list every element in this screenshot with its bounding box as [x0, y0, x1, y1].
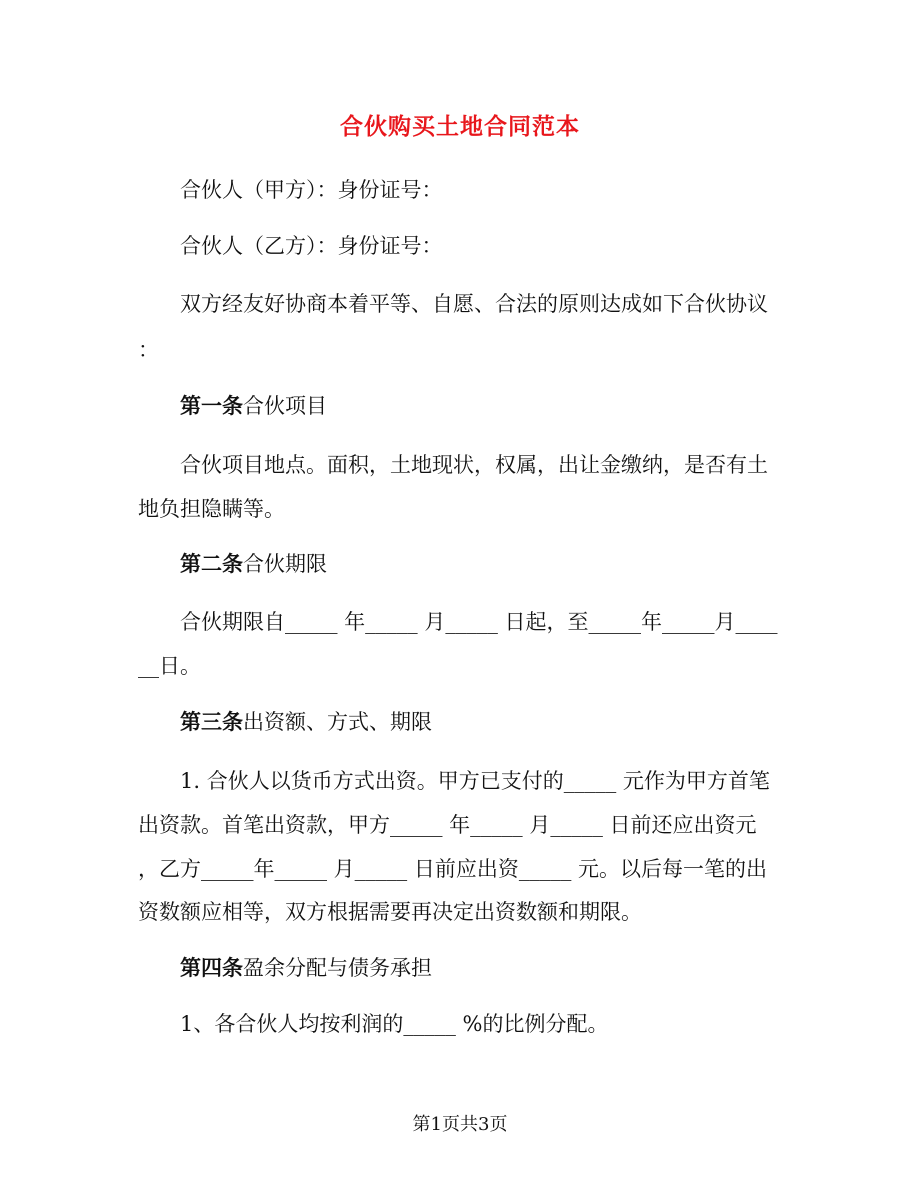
article-4-number: 第四条 — [180, 955, 243, 980]
article-3-line-1: 1. 合伙人以货币方式出资。甲方已支付的_____ 元作为甲方首笔 — [180, 769, 770, 793]
article-4-title: 盈余分配与债务承担 — [243, 956, 432, 980]
article-4-line-1: 1、各合伙人均按利润的_____ %的比例分配。 — [180, 1012, 609, 1036]
article-3-heading — [180, 707, 432, 737]
article-4-heading — [180, 953, 432, 983]
article-2-heading — [180, 549, 327, 579]
page-number: 第1页共3页 — [412, 1114, 508, 1135]
article-1-line-2: 地负担隐瞒等。 — [138, 497, 285, 521]
article-3-line-4: 资数额应相等，双方根据需要再决定出资数额和期限。 — [138, 900, 642, 924]
party-a-line: 合伙人（甲方）：身份证号： — [180, 178, 443, 202]
document-title: 合伙购买土地合同范本 — [340, 113, 580, 140]
intro-line-1: 双方经友好协商本着平等、自愿、合法的原则达成如下合伙协议 — [180, 292, 768, 316]
article-1-heading — [180, 391, 327, 421]
article-2-title: 合伙期限 — [243, 552, 327, 576]
article-3-line-3: ，乙方_____年_____ 月_____ 日前应出资_____ 元。以后每一笔的出 — [138, 857, 768, 881]
intro-line-2: ： — [138, 338, 159, 362]
article-2-line-2: __日。 — [138, 654, 201, 678]
article-2-number: 第二条 — [180, 551, 243, 576]
article-3-title: 出资额、方式、期限 — [243, 710, 432, 734]
party-b-line: 合伙人（乙方）：身份证号： — [180, 234, 443, 258]
article-1-title: 合伙项目 — [243, 394, 327, 418]
article-1-line-1: 合伙项目地点。面积，土地现状，权属，出让金缴纳，是否有土 — [180, 453, 768, 477]
article-3-line-2: 出资款。首笔出资款，甲方_____ 年_____ 月_____ 日前还应出资元 — [138, 813, 757, 837]
article-1-number: 第一条 — [180, 393, 243, 418]
article-3-number: 第三条 — [180, 709, 243, 734]
article-2-line-1: 合伙期限自_____ 年_____ 月_____ 日起，至_____年_____月____ — [180, 610, 778, 634]
